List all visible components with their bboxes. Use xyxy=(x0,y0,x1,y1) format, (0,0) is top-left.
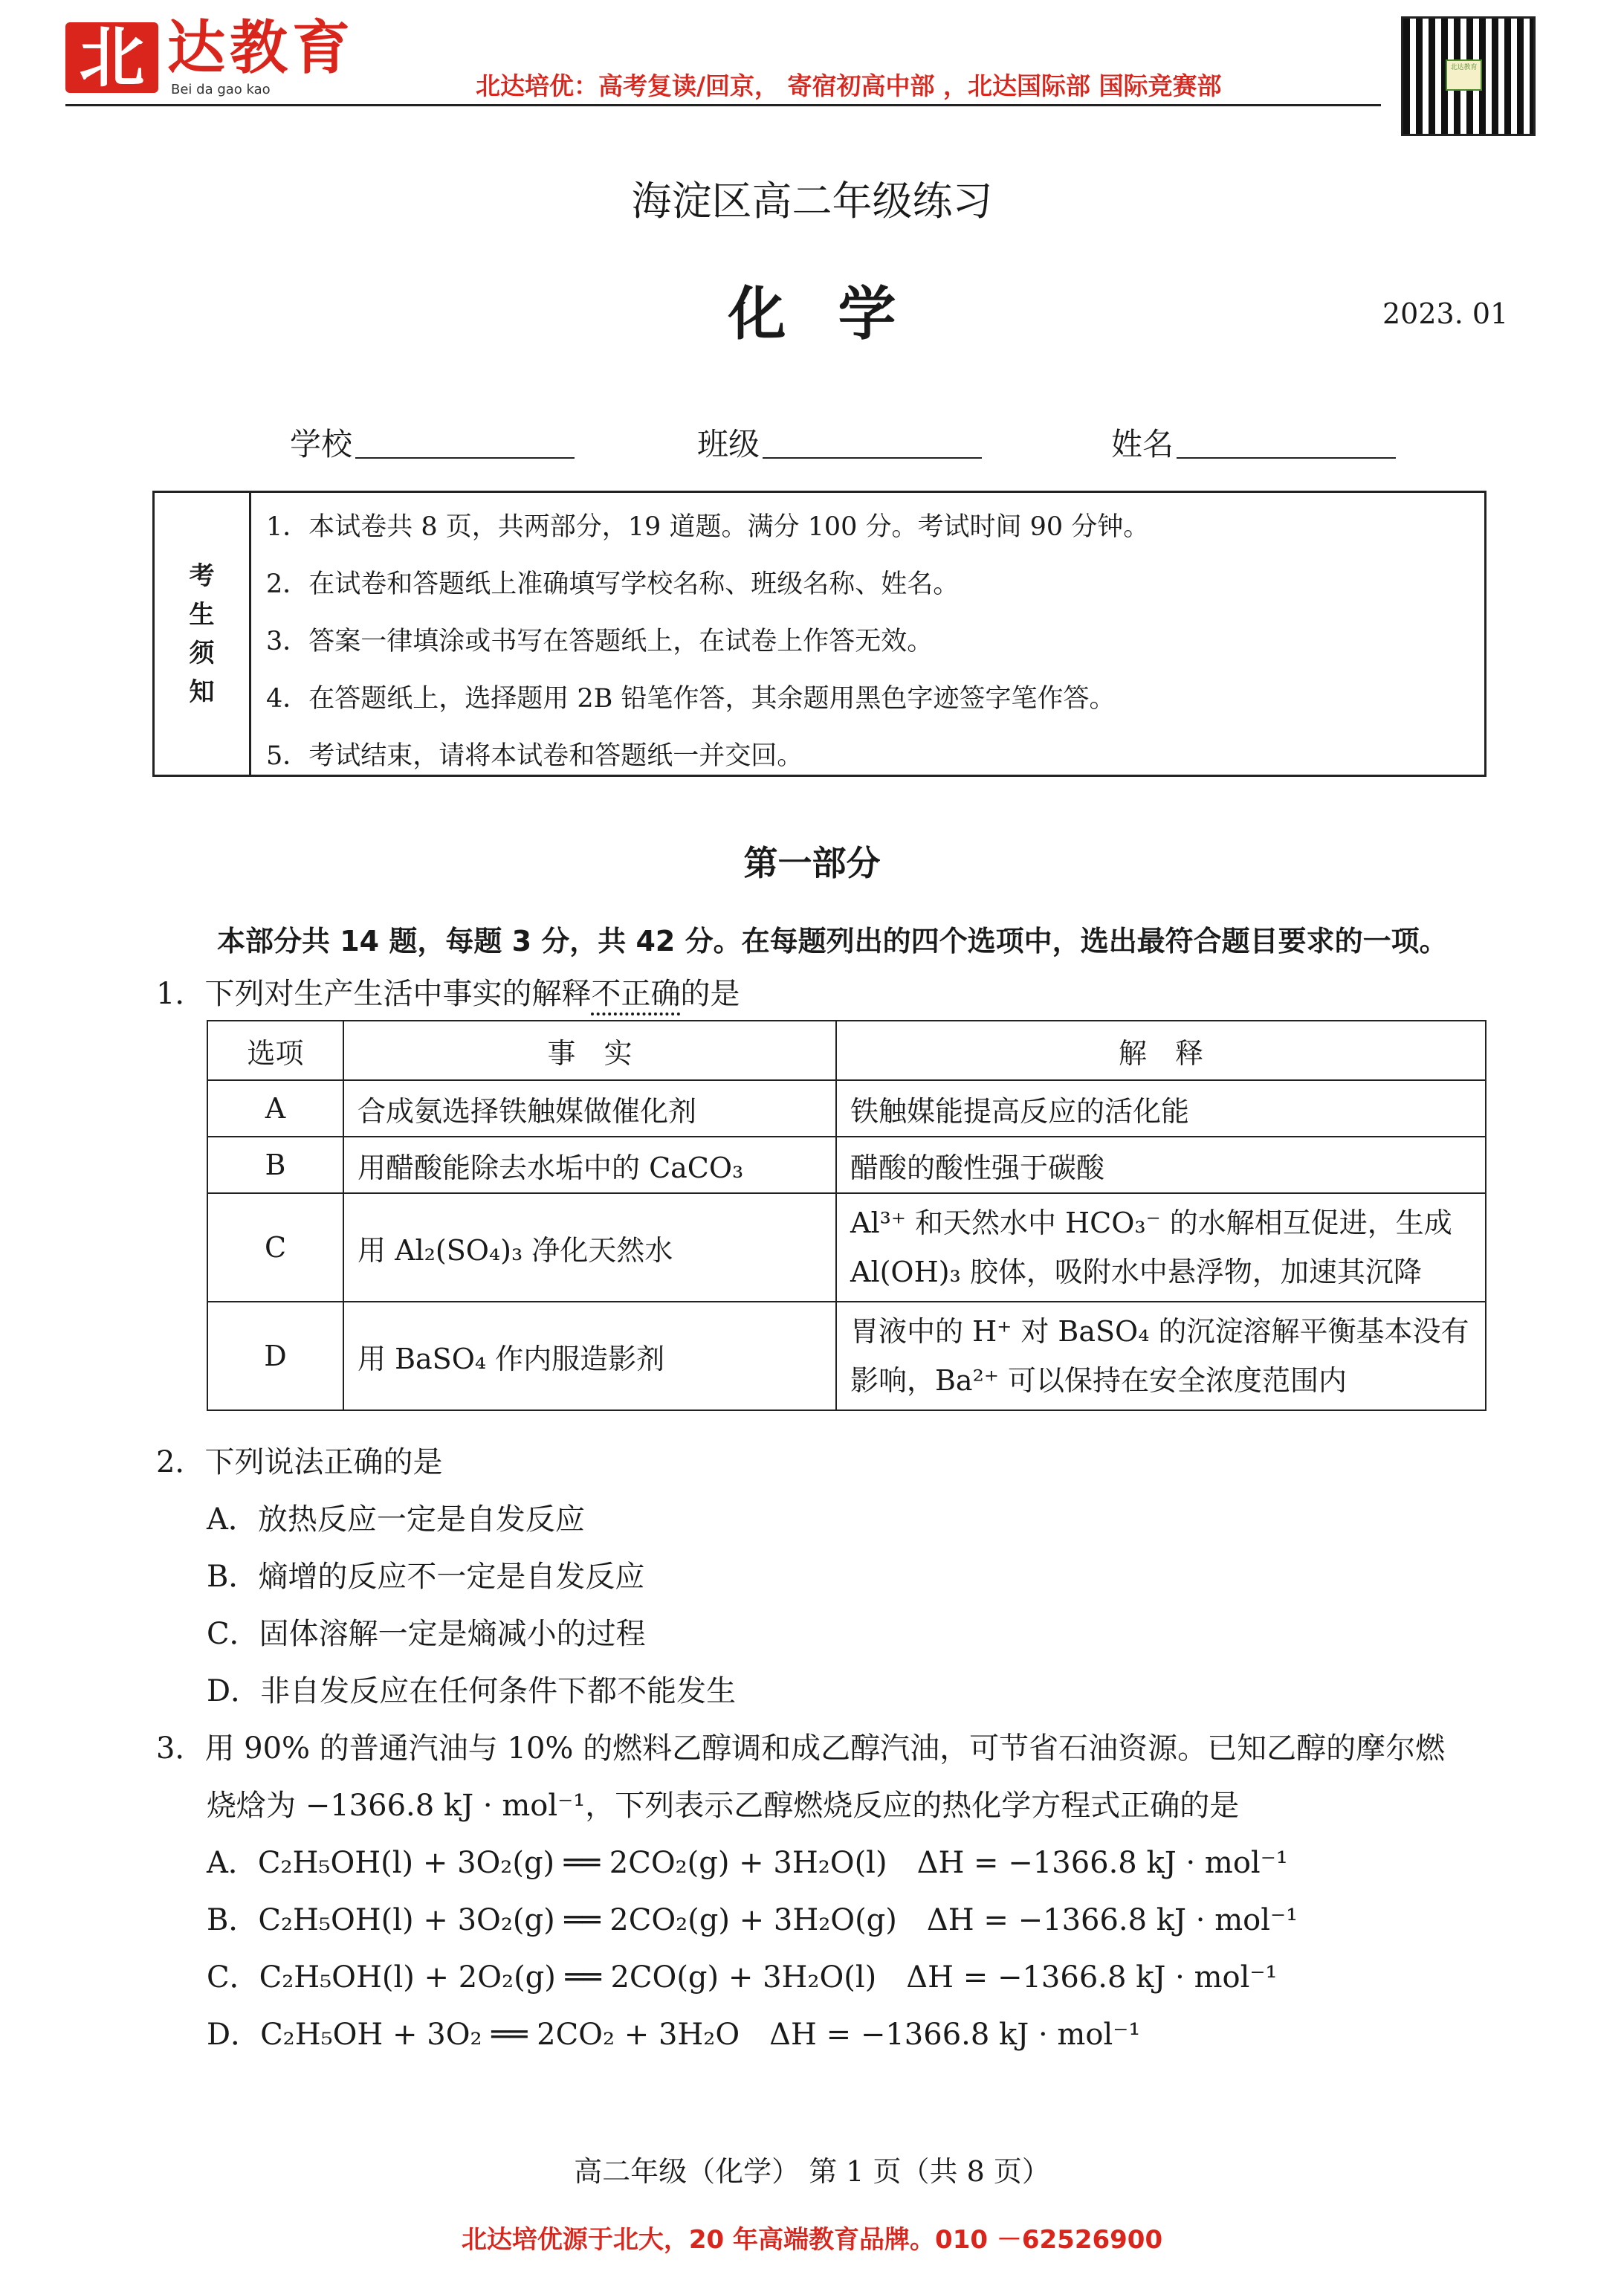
table-cell-option: B xyxy=(207,1137,343,1193)
question-2-option: B．熵增的反应不一定是自发反应 xyxy=(207,1560,645,1594)
table-header-row xyxy=(207,1021,1486,1080)
q1-stem-emphasis: 不正确 xyxy=(591,977,681,1011)
table-cell-option: C xyxy=(207,1193,343,1302)
question-2-option: C．固体溶解一定是熵减小的过程 xyxy=(207,1617,646,1651)
question-3-stem-line1: 3．用 90% 的普通汽油与 10% 的燃料乙醇调和成乙醇汽油，可节省石油资源。已知乙醇的摩尔燃 xyxy=(156,1731,1446,1766)
table-cell-fact: 用 Al₂(SO₄)₃ 净化天然水 xyxy=(343,1193,836,1302)
logo-text: 达教育 xyxy=(167,14,355,82)
notice-side-char: 知 xyxy=(189,676,215,707)
footer-advertisement: 北达培优源于北大，20 年高端教育品牌。010 －62526900 xyxy=(461,2225,1163,2255)
table-cell-option: A xyxy=(207,1080,343,1137)
logo-mark: 北 xyxy=(65,22,158,93)
question-3-option: C．C₂H₅OH(l) + 2O₂(g) ══ 2CO(g) + 3H₂O(l) ΔH = −1366.8 kJ · mol⁻¹ xyxy=(207,1960,1278,1995)
field-name-line[interactable] xyxy=(1177,457,1396,459)
question-2-option: D．非自发反应在任何条件下都不能发生 xyxy=(207,1674,737,1708)
field-school-label: 学校 xyxy=(290,426,353,462)
exam-title: 海淀区高二年级练习 xyxy=(631,178,993,225)
notice-item: 2．在试卷和答题纸上准确填写学校名称、班级名称、姓名。 xyxy=(266,569,960,599)
section-description: 本部分共 14 题，每题 3 分，共 42 分。在每题列出的四个选项中，选出最符合题目要求的一项。 xyxy=(217,925,1448,958)
table-header: 事 实 xyxy=(343,1021,836,1080)
table-row xyxy=(207,1080,1486,1137)
table-header: 解 释 xyxy=(836,1021,1486,1080)
notice-side-char: 生 xyxy=(189,599,215,630)
notice-side-char: 须 xyxy=(189,638,215,668)
table-row xyxy=(207,1137,1486,1193)
subject-title: 化学 xyxy=(728,281,948,348)
table-row xyxy=(207,1193,1486,1302)
table-row xyxy=(207,1302,1486,1410)
q1-stem-suffix: 的是 xyxy=(680,977,740,1011)
table-cell-option: D xyxy=(207,1302,343,1410)
notice-item: 4．在答题纸上，选择题用 2B 铅笔作答，其余题用黑色字迹签字笔作答。 xyxy=(266,684,1116,714)
logo-subtitle: Bei da gao kao xyxy=(171,82,271,97)
notice-side-label xyxy=(155,493,251,775)
field-class-label: 班级 xyxy=(697,426,760,462)
table-cell-explain: 胃液中的 H⁺ 对 BaSO₄ 的沉淀溶解平衡基本没有影响，Ba²⁺ 可以保持在安全浓度范围内 xyxy=(836,1302,1486,1410)
notice-item: 5．考试结束，请将本试卷和答题纸一并交回。 xyxy=(266,741,803,771)
table-cell-fact: 合成氨选择铁触媒做催化剂 xyxy=(343,1080,836,1137)
question-2-option: A．放热反应一定是自发反应 xyxy=(207,1502,585,1537)
exam-date: 2023. 01 xyxy=(1382,297,1509,330)
question-2-stem: 2．下列说法正确的是 xyxy=(156,1445,443,1479)
field-name-label: 姓名 xyxy=(1111,426,1174,462)
question-3-option: A．C₂H₅OH(l) + 3O₂(g) ══ 2CO₂(g) + 3H₂O(l) ΔH = −1366.8 kJ · mol⁻¹ xyxy=(207,1846,1288,1880)
qr-center-badge: 北达教育 xyxy=(1446,59,1482,91)
table-header: 选项 xyxy=(207,1021,343,1080)
section-title: 第一部分 xyxy=(743,843,881,883)
notice-box xyxy=(152,491,1486,777)
page-footer: 高二年级（化学） 第 1 页（共 8 页） xyxy=(574,2155,1050,2188)
table-cell-explain: 铁触媒能提高反应的活化能 xyxy=(836,1080,1486,1137)
table-cell-explain: 醋酸的酸性强于碳酸 xyxy=(836,1137,1486,1193)
field-school-line[interactable] xyxy=(355,457,575,459)
notice-item: 3．答案一律填涂或书写在答题纸上，在试卷上作答无效。 xyxy=(266,627,934,656)
notice-side-char: 考 xyxy=(189,561,215,591)
header-divider xyxy=(65,104,1381,106)
question-1-stem xyxy=(156,970,740,1013)
q1-stem-prefix: 1．下列对生产生活中事实的解释 xyxy=(156,977,592,1011)
field-class-line[interactable] xyxy=(763,457,982,459)
question-3-stem-line2: 烧焓为 −1366.8 kJ · mol⁻¹，下列表示乙醇燃烧反应的热化学方程式正确的是 xyxy=(207,1789,1240,1823)
header-slogan: 北达培优：高考复读/回京， 寄宿初高中部 ，北达国际部 国际竞赛部 xyxy=(476,71,1222,100)
table-cell-fact: 用 BaSO₄ 作内服造影剂 xyxy=(343,1302,836,1410)
notice-item: 1．本试卷共 8 页，共两部分，19 道题。满分 100 分。考试时间 90 分钟。 xyxy=(266,512,1150,542)
question-3-option: B．C₂H₅OH(l) + 3O₂(g) ══ 2CO₂(g) + 3H₂O(g) ΔH = −1366.8 kJ · mol⁻¹ xyxy=(207,1903,1298,1937)
table-cell-explain: Al³⁺ 和天然水中 HCO₃⁻ 的水解相互促进，生成 Al(OH)₃ 胶体，吸附水中悬浮物，加速其沉降 xyxy=(836,1193,1486,1302)
table-cell-fact: 用醋酸能除去水垢中的 CaCO₃ xyxy=(343,1137,836,1193)
question-1-table xyxy=(207,1020,1486,1411)
question-3-option: D．C₂H₅OH + 3O₂ ══ 2CO₂ + 3H₂O ΔH = −1366.8 kJ · mol⁻¹ xyxy=(207,2018,1141,2052)
